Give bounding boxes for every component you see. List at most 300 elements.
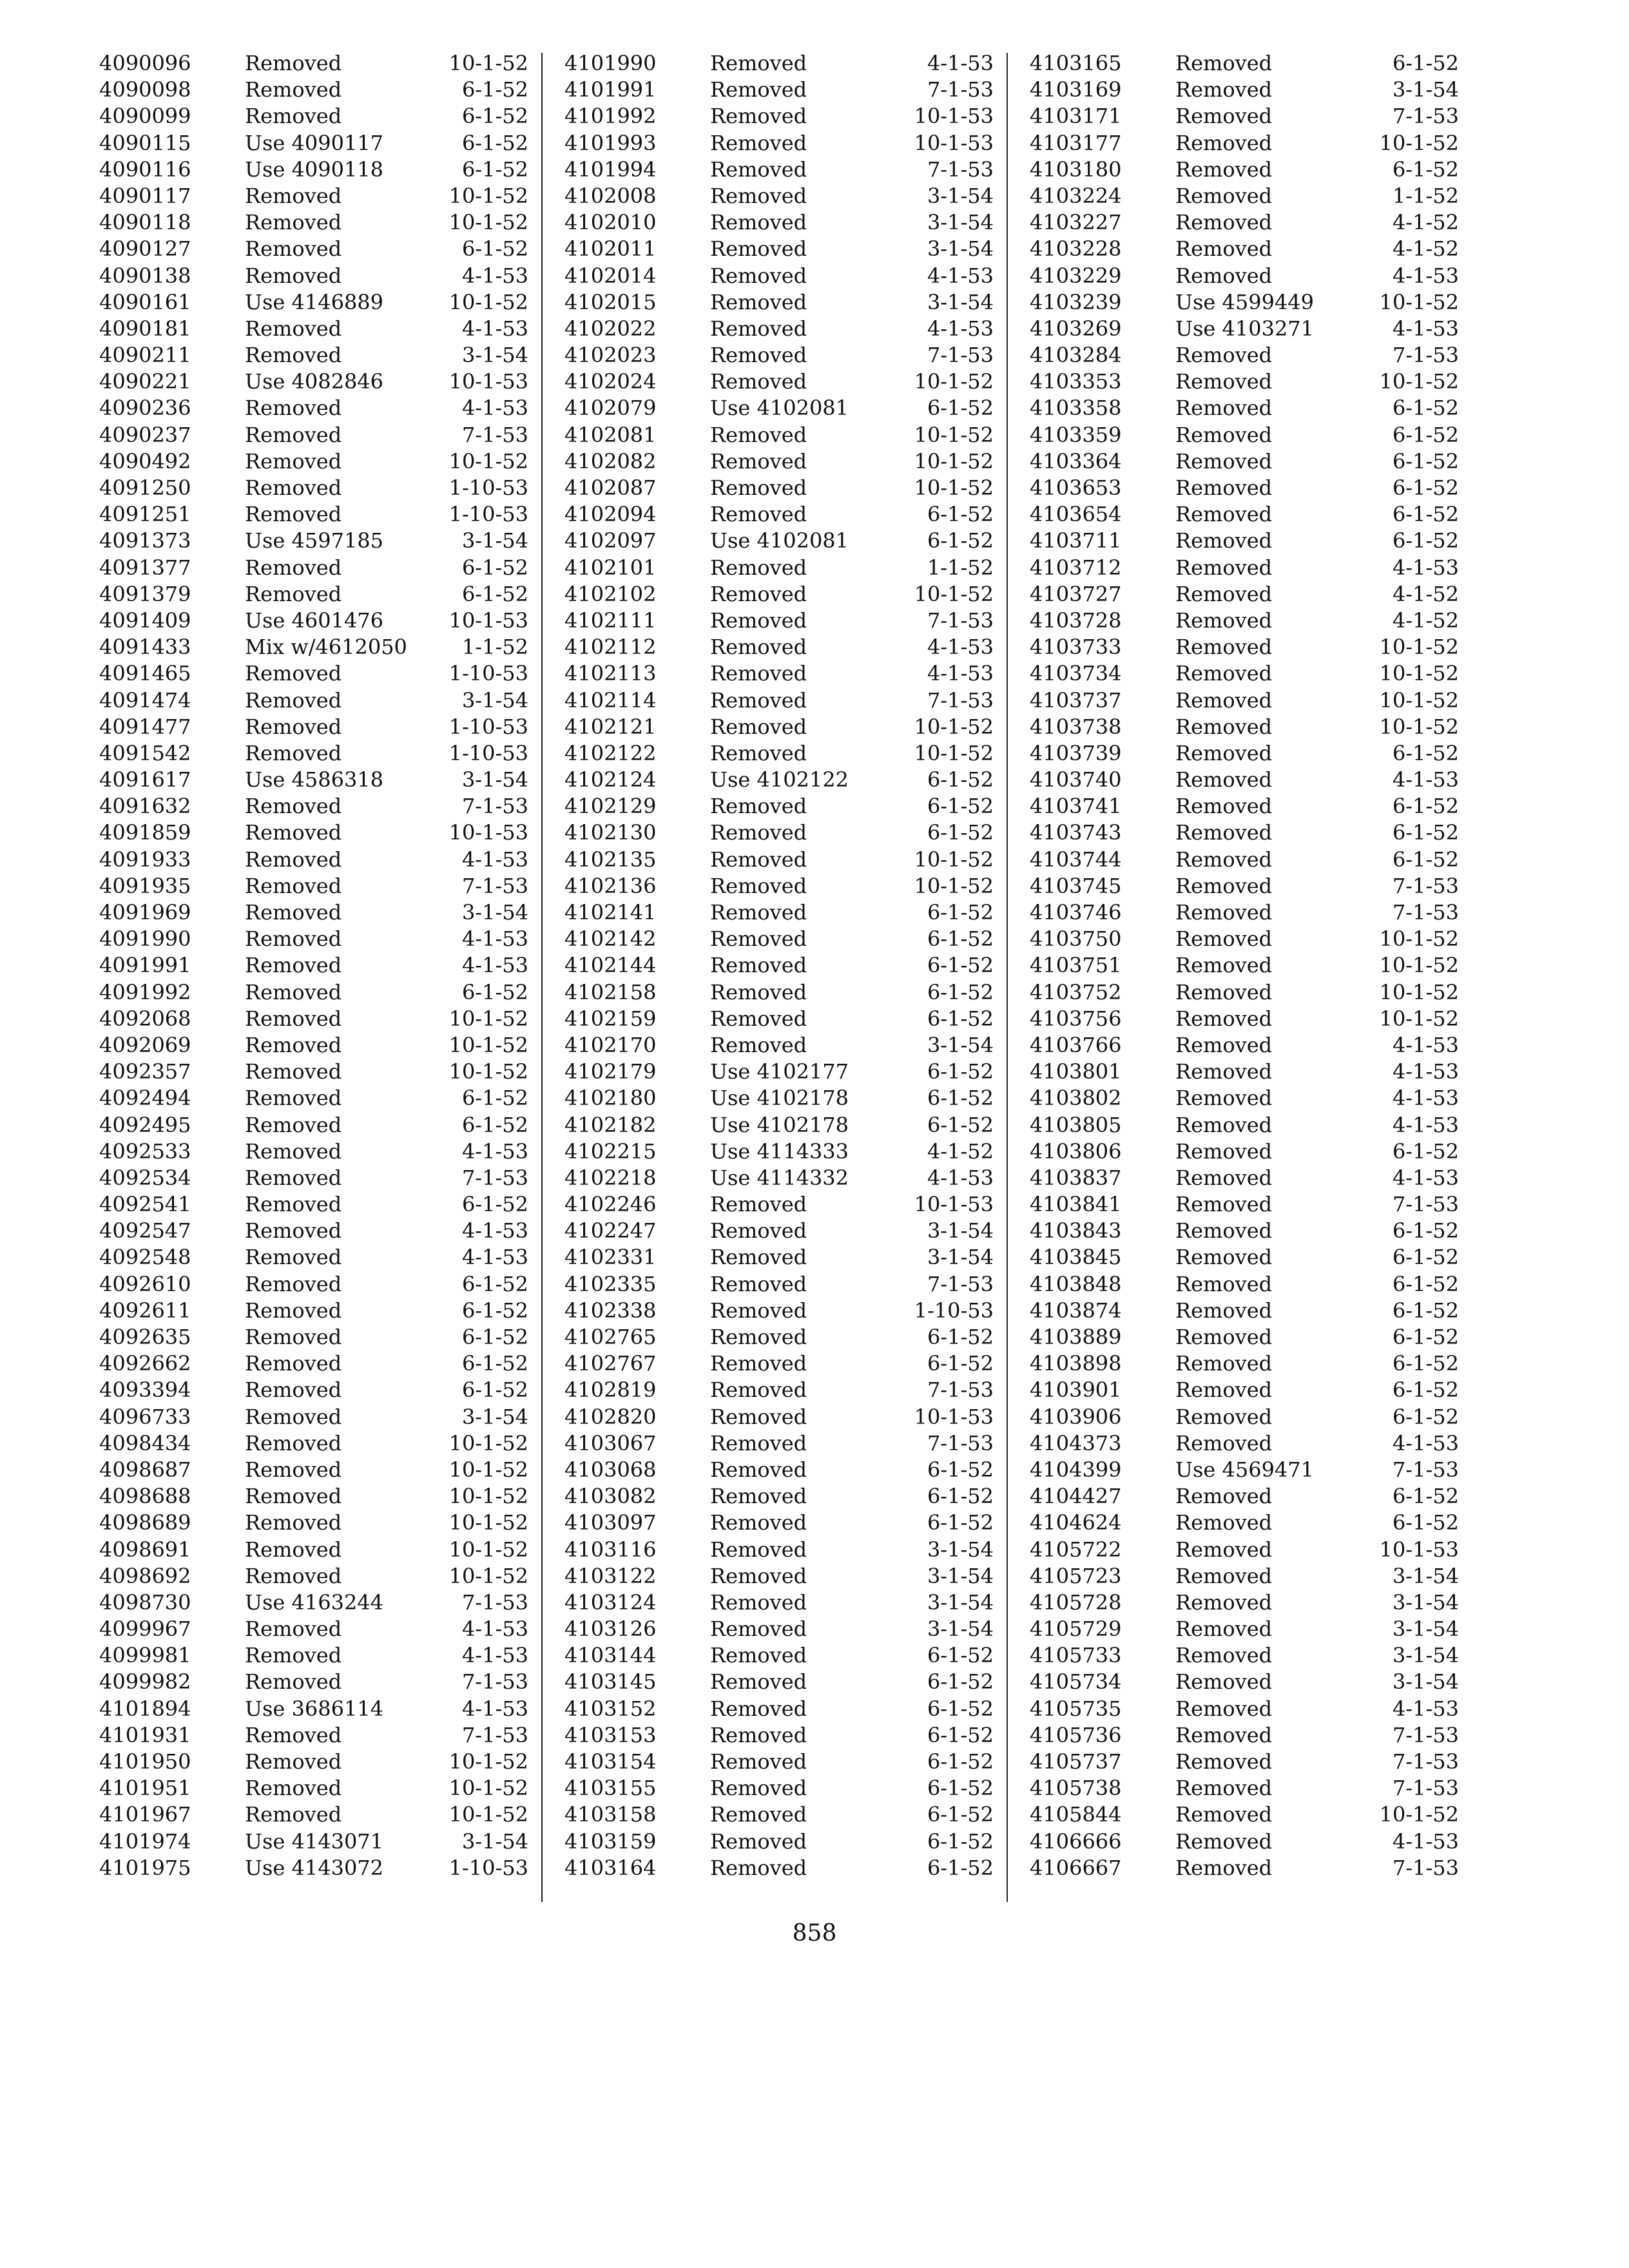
status-text: Removed [245,1192,342,1217]
effective-date: 10-1-52 [1379,635,1459,660]
part-number: 4103228 [1030,236,1122,262]
part-number: 4092068 [99,1006,191,1031]
effective-date: 1-10-53 [448,661,528,686]
effective-date: 4-1-53 [1392,1829,1459,1854]
table-row [562,1537,1026,1563]
status-text: Removed [1175,422,1273,447]
table-row [97,263,561,289]
effective-date: 6-1-52 [461,1112,528,1137]
part-number: 4102246 [564,1192,657,1217]
status-text: Removed [1175,1776,1273,1801]
part-number: 4103229 [1030,263,1122,288]
effective-date: 10-1-52 [448,1749,528,1774]
part-number: 4102114 [564,687,657,713]
status-text: Removed [1175,635,1273,660]
status-text: Removed [1175,1802,1273,1827]
effective-date: 4-1-53 [927,635,994,660]
effective-date: 10-1-52 [914,847,994,872]
effective-date: 3-1-54 [927,1218,994,1244]
effective-date: 3-1-54 [461,1829,528,1854]
status-text: Removed [245,263,342,288]
part-number: 4103711 [1030,528,1122,553]
status-text: Removed [1175,820,1273,845]
effective-date: 6-1-52 [927,900,994,925]
status-text: Removed [245,1325,342,1349]
status-text: Removed [1175,343,1273,368]
status-text: Removed [1175,847,1273,872]
part-number: 4103733 [1030,635,1122,660]
part-number: 4102130 [564,820,657,845]
effective-date: 6-1-52 [1392,422,1459,447]
part-number: 4093394 [99,1378,191,1403]
part-number: 4102010 [564,210,657,235]
part-number: 4102087 [564,476,657,500]
status-text: Removed [1175,236,1273,262]
effective-date: 4-1-52 [1392,236,1459,262]
table-row [562,687,1026,714]
part-number: 4102170 [564,1032,657,1057]
part-number: 4105734 [1030,1669,1122,1695]
table-row [1027,793,1491,820]
effective-date: 4-1-53 [461,263,528,288]
part-number: 4102820 [564,1404,657,1429]
status-text: Removed [245,448,342,474]
part-number: 4103269 [1030,316,1122,341]
status-text: Removed [1175,953,1273,978]
part-number: 4091992 [99,979,191,1004]
effective-date: 10-1-52 [914,714,994,739]
part-number: 4102159 [564,1006,657,1031]
effective-date: 4-1-53 [461,1139,528,1164]
table-row [1027,422,1491,448]
status-text: Removed [710,608,807,633]
effective-date: 6-1-52 [927,1484,994,1509]
part-number: 4105844 [1030,1802,1122,1827]
table-row [97,581,561,608]
effective-date: 10-1-52 [448,51,528,75]
status-text: Use 4103271 [1175,316,1315,341]
effective-date: 4-1-52 [927,1139,994,1164]
table-row [1027,1510,1491,1536]
part-number: 4103734 [1030,661,1122,686]
status-text: Use 4597185 [245,528,384,553]
part-number: 4092069 [99,1032,191,1057]
part-number: 4103805 [1030,1112,1122,1137]
status-text: Removed [710,1378,807,1403]
part-number: 4102158 [564,979,657,1004]
table-row [97,316,561,342]
effective-date: 6-1-52 [461,236,528,262]
part-number: 4101974 [99,1829,191,1854]
table-row [562,1139,1026,1165]
status-text: Removed [710,1430,807,1456]
column-3 [1027,50,1491,1881]
effective-date: 6-1-52 [927,1749,994,1774]
part-number: 4102101 [564,555,657,580]
table-row [562,1244,1026,1271]
effective-date: 10-1-52 [1379,369,1459,394]
effective-date: 6-1-52 [461,1192,528,1217]
status-text: Removed [245,1032,342,1057]
table-row [1027,369,1491,395]
status-text: Removed [1175,1829,1273,1854]
effective-date: 4-1-52 [1392,608,1459,633]
effective-date: 6-1-52 [927,1086,994,1111]
status-text: Use 4102081 [710,396,849,421]
effective-date: 7-1-53 [1392,1776,1459,1801]
part-number: 4091373 [99,528,191,553]
table-row [1027,395,1491,421]
part-number: 4091935 [99,873,191,898]
table-row [97,820,561,846]
effective-date: 7-1-53 [461,1669,528,1695]
part-number: 4090221 [99,369,191,394]
status-text: Removed [245,1484,342,1509]
table-row [97,1165,561,1191]
effective-date: 4-1-53 [1392,1430,1459,1456]
effective-date: 4-1-53 [1392,555,1459,580]
status-text: Removed [245,1430,342,1456]
part-number: 4092495 [99,1112,191,1137]
status-text: Removed [1175,183,1273,208]
part-number: 4090138 [99,263,191,288]
status-text: Removed [245,1298,342,1323]
status-text: Removed [1175,1165,1273,1190]
status-text: Removed [1175,77,1273,102]
status-text: Removed [1175,210,1273,235]
table-row [1027,130,1491,157]
effective-date: 3-1-54 [927,1617,994,1642]
part-number: 4091933 [99,847,191,872]
table-row [1027,1218,1491,1244]
effective-date: 6-1-52 [927,767,994,793]
part-number: 4101894 [99,1696,191,1721]
table-row [1027,1430,1491,1457]
part-number: 4103144 [564,1643,657,1668]
table-row [562,183,1026,209]
part-number: 4103874 [1030,1298,1122,1323]
table-row [1027,899,1491,926]
part-number: 4103158 [564,1802,657,1827]
table-row [97,448,561,475]
part-number: 4103359 [1030,422,1122,447]
status-text: Removed [1175,1430,1273,1456]
part-number: 4103122 [564,1563,657,1588]
table-row [562,1802,1026,1828]
column-2 [562,50,1026,1881]
part-number: 4103165 [1030,51,1122,75]
part-number: 4090127 [99,236,191,262]
status-text: Removed [245,1404,342,1429]
effective-date: 10-1-52 [914,873,994,898]
table-row [1027,608,1491,634]
table-row [97,1059,561,1085]
effective-date: 10-1-52 [448,1563,528,1588]
table-row [97,183,561,209]
status-text: Removed [245,1749,342,1774]
effective-date: 6-1-52 [461,555,528,580]
table-row [1027,714,1491,740]
table-row [1027,1006,1491,1032]
status-text: Removed [245,476,342,500]
part-number: 4090211 [99,343,191,368]
table-row [1027,1191,1491,1218]
part-number: 4102136 [564,873,657,898]
part-number: 4103746 [1030,900,1122,925]
effective-date: 7-1-53 [1392,1457,1459,1482]
page-number: 858 [792,1920,837,1946]
table-row [1027,1696,1491,1722]
status-text: Removed [245,714,342,739]
table-row [97,1218,561,1244]
table-row [97,77,561,103]
effective-date: 3-1-54 [927,210,994,235]
effective-date: 6-1-52 [927,1829,994,1854]
part-number: 4103889 [1030,1325,1122,1349]
effective-date: 4-1-53 [1392,1696,1459,1721]
status-text: Removed [1175,51,1273,75]
effective-date: 6-1-52 [927,1457,994,1482]
part-number: 4101967 [99,1802,191,1827]
table-row [97,1244,561,1271]
effective-date: 1-1-52 [927,555,994,580]
status-text: Removed [1175,1059,1273,1084]
part-number: 4102247 [564,1218,657,1244]
status-text: Removed [245,1165,342,1190]
table-row [562,395,1026,421]
effective-date: 3-1-54 [1392,1617,1459,1642]
status-text: Removed [1175,767,1273,793]
part-number: 4105728 [1030,1590,1122,1615]
effective-date: 4-1-53 [461,1617,528,1642]
effective-date: 6-1-52 [461,1298,528,1323]
part-number: 4092611 [99,1298,191,1323]
status-text: Removed [1175,528,1273,553]
status-text: Removed [710,422,807,447]
effective-date: 10-1-53 [914,1192,994,1217]
effective-date: 3-1-54 [927,1563,994,1588]
table-row [1027,1112,1491,1139]
status-text: Use 4090117 [245,130,384,155]
effective-date: 6-1-52 [461,1325,528,1349]
effective-date: 3-1-54 [461,1404,528,1429]
part-number: 4102102 [564,581,657,606]
effective-date: 6-1-52 [461,1271,528,1296]
effective-date: 6-1-52 [1392,1510,1459,1535]
status-text: Removed [710,1643,807,1668]
status-text: Removed [245,1776,342,1801]
table-row [562,1749,1026,1775]
column-divider [541,53,543,1902]
table-row [97,103,561,130]
part-number: 4103806 [1030,1139,1122,1164]
part-number: 4103145 [564,1669,657,1695]
part-number: 4101951 [99,1776,191,1801]
table-row [97,395,561,421]
part-number: 4101950 [99,1749,191,1774]
effective-date: 4-1-53 [927,316,994,341]
part-number: 4091990 [99,927,191,952]
effective-date: 4-1-52 [1392,210,1459,235]
status-text: Removed [245,1669,342,1695]
effective-date: 10-1-52 [448,1776,528,1801]
status-text: Removed [710,794,807,819]
status-text: Removed [245,927,342,952]
effective-date: 10-1-52 [448,289,528,314]
effective-date: 7-1-53 [461,1722,528,1747]
status-text: Removed [710,847,807,872]
part-number: 4103743 [1030,820,1122,845]
effective-date: 10-1-52 [448,1537,528,1562]
effective-date: 7-1-53 [927,687,994,713]
part-number: 4103712 [1030,555,1122,580]
effective-date: 4-1-53 [1392,1086,1459,1111]
status-text: Removed [710,900,807,925]
table-row [97,1430,561,1457]
table-row [1027,209,1491,236]
part-number: 4105723 [1030,1563,1122,1588]
part-number: 4103177 [1030,130,1122,155]
status-text: Removed [245,1563,342,1588]
status-text: Removed [1175,476,1273,500]
part-number: 4103738 [1030,714,1122,739]
part-number: 4091251 [99,502,191,527]
table-row [97,979,561,1006]
status-text: Removed [1175,1378,1273,1403]
table-row [562,1669,1026,1695]
status-text: Removed [710,1802,807,1827]
table-row [1027,342,1491,369]
part-number: 4091477 [99,714,191,739]
status-text: Use 4569471 [1175,1457,1315,1482]
status-text: Removed [1175,1139,1273,1164]
table-row [1027,236,1491,262]
part-number: 4103837 [1030,1165,1122,1190]
part-number: 4102014 [564,263,657,288]
status-text: Removed [245,900,342,925]
part-number: 4102011 [564,236,657,262]
table-row [1027,77,1491,103]
status-text: Removed [710,448,807,474]
part-number: 4103654 [1030,502,1122,527]
table-row [562,1404,1026,1430]
table-row [97,1483,561,1510]
part-number: 4103126 [564,1617,657,1642]
effective-date: 10-1-53 [914,104,994,129]
effective-date: 6-1-52 [927,979,994,1004]
status-text: Use 4114332 [710,1165,849,1190]
table-row [97,369,561,395]
status-text: Removed [1175,157,1273,182]
part-number: 4103752 [1030,979,1122,1004]
part-number: 4091617 [99,767,191,793]
status-text: Removed [710,1457,807,1482]
part-number: 4103802 [1030,1086,1122,1111]
status-text: Use 4102178 [710,1086,849,1111]
effective-date: 10-1-53 [1379,1537,1459,1562]
table-row [1027,1483,1491,1510]
status-text: Removed [1175,927,1273,952]
effective-date: 10-1-52 [1379,714,1459,739]
part-number: 4103741 [1030,794,1122,819]
table-row [1027,1404,1491,1430]
part-number: 4103740 [1030,767,1122,793]
part-number: 4099982 [99,1669,191,1695]
status-text: Removed [245,1112,342,1137]
effective-date: 3-1-54 [461,767,528,793]
table-row [562,1483,1026,1510]
table-row [97,714,561,740]
status-text: Removed [710,1192,807,1217]
part-number: 4090096 [99,51,191,75]
table-row [1027,767,1491,793]
status-text: Removed [710,1749,807,1774]
status-text: Removed [710,1271,807,1296]
status-text: Removed [245,396,342,421]
table-row [1027,1855,1491,1881]
table-row [1027,528,1491,554]
effective-date: 6-1-52 [1392,1245,1459,1270]
part-number: 4090115 [99,130,191,155]
effective-date: 10-1-52 [448,1484,528,1509]
status-text: Removed [1175,1537,1273,1562]
effective-date: 6-1-52 [1392,476,1459,500]
table-row [562,1085,1026,1111]
part-number: 4106666 [1030,1829,1122,1854]
part-number: 4103901 [1030,1378,1122,1403]
status-text: Removed [1175,1484,1273,1509]
part-number: 4105738 [1030,1776,1122,1801]
status-text: Removed [710,1298,807,1323]
part-number: 4102023 [564,343,657,368]
table-row [1027,1537,1491,1563]
table-row [97,342,561,369]
table-row [562,873,1026,899]
effective-date: 10-1-52 [448,448,528,474]
status-text: Removed [710,820,807,845]
status-text: Removed [1175,396,1273,421]
status-text: Removed [710,1510,807,1535]
status-text: Removed [245,1218,342,1244]
effective-date: 4-1-53 [461,847,528,872]
effective-date: 3-1-54 [461,687,528,713]
effective-date: 10-1-52 [914,369,994,394]
table-row [562,77,1026,103]
part-number: 4092533 [99,1139,191,1164]
effective-date: 4-1-53 [1392,1032,1459,1057]
table-row [1027,1298,1491,1324]
part-number: 4092494 [99,1086,191,1111]
status-text: Removed [1175,1298,1273,1323]
table-row [562,448,1026,475]
table-row [562,608,1026,634]
effective-date: 6-1-52 [927,1696,994,1721]
effective-date: 3-1-54 [1392,1643,1459,1668]
effective-date: 7-1-53 [1392,104,1459,129]
effective-date: 6-1-52 [927,820,994,845]
part-number: 4104624 [1030,1510,1122,1535]
table-row [562,1510,1026,1536]
table-row [97,1537,561,1563]
effective-date: 10-1-52 [1379,927,1459,952]
part-number: 4103848 [1030,1271,1122,1296]
effective-date: 1-1-52 [461,635,528,660]
effective-date: 3-1-54 [461,343,528,368]
part-number: 4092548 [99,1245,191,1270]
status-text: Removed [1175,1325,1273,1349]
part-number: 4105737 [1030,1749,1122,1774]
status-text: Removed [710,1855,807,1880]
